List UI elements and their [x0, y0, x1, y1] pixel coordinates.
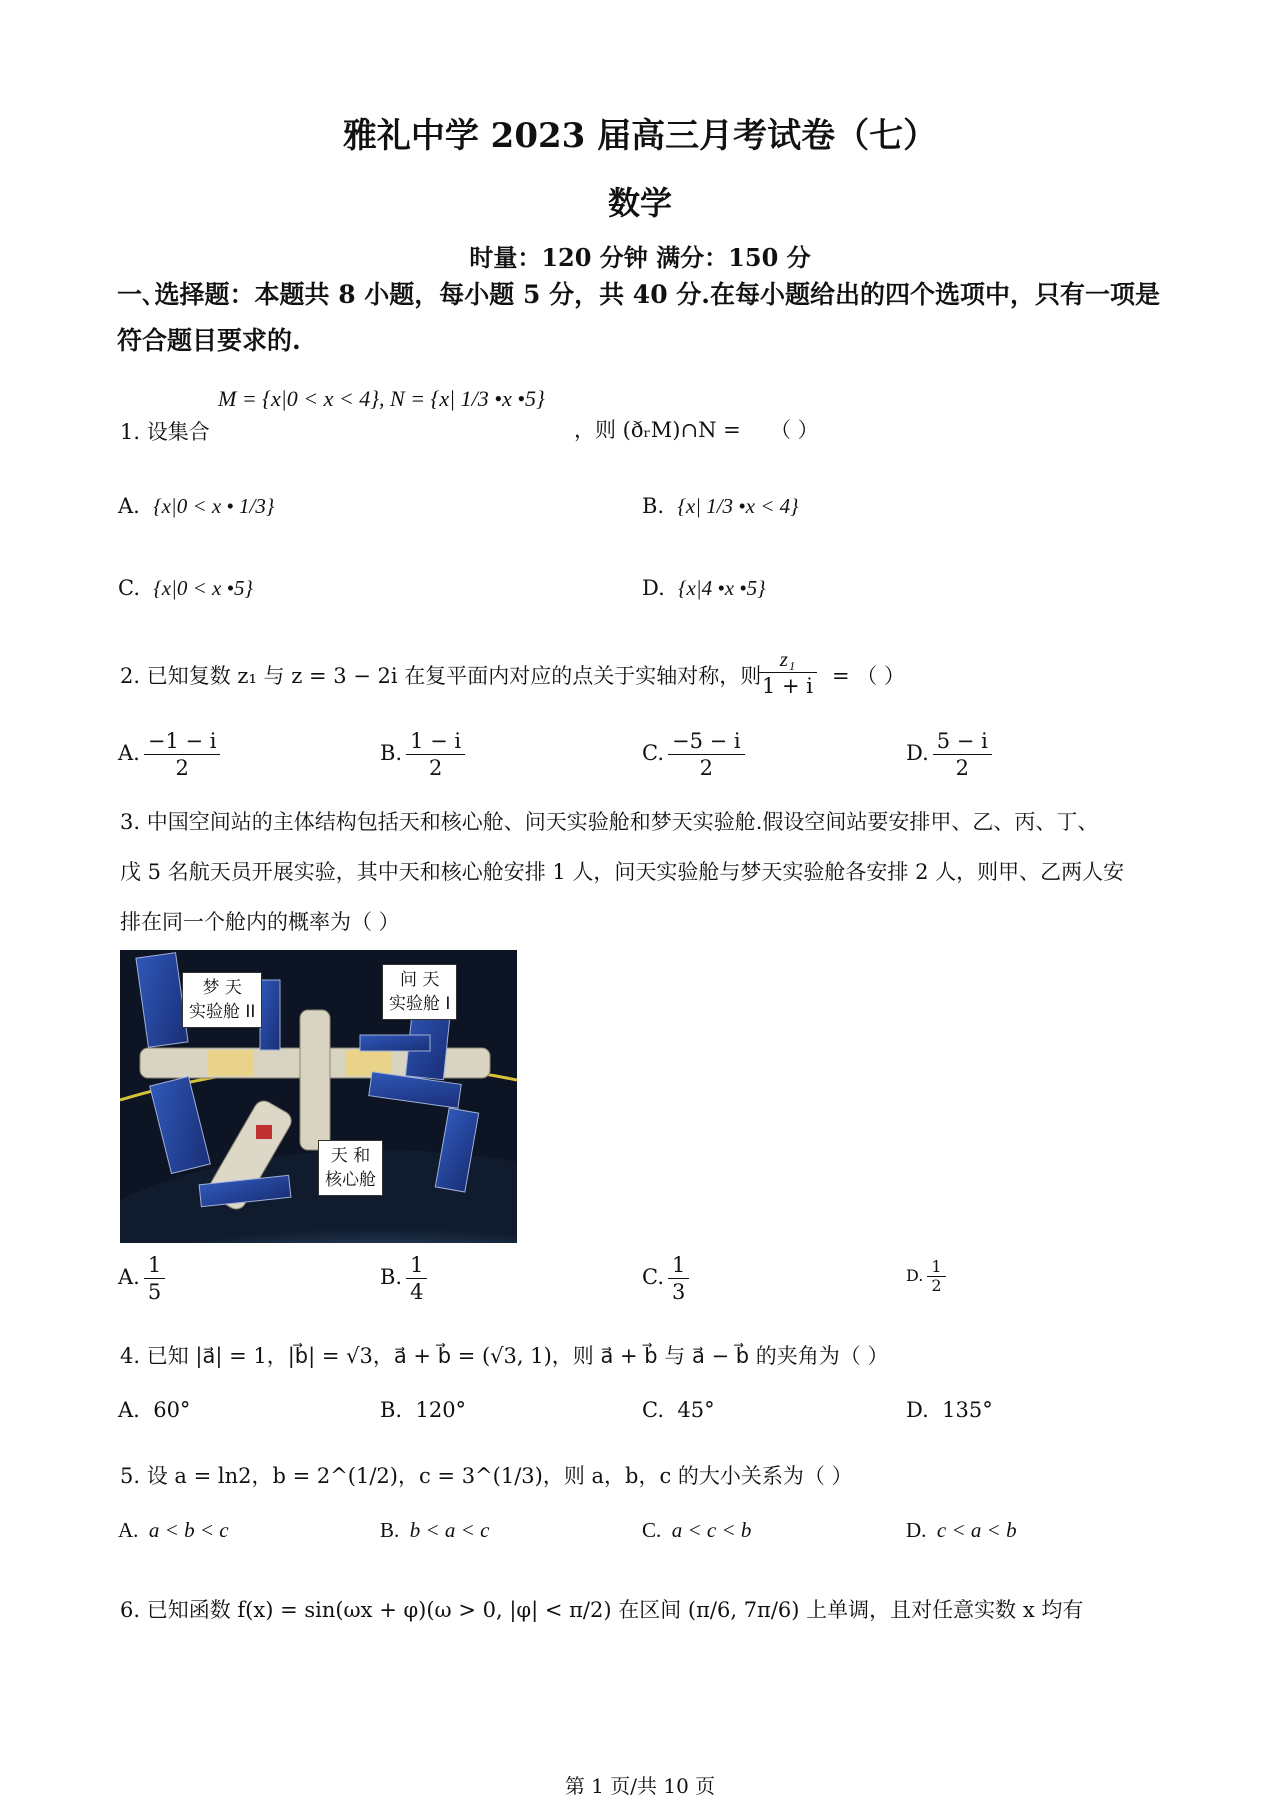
q3-option-b-den: 4 — [410, 1280, 424, 1304]
q2-option-b-den: 2 — [428, 756, 443, 780]
q1-prefix: 1. 设集合 — [120, 420, 210, 444]
section-heading: 一､选择题：本题共 8 小题，每小题 5 分，共 40 分.在每小题给出的四个选项中，只有一项是符合题目要求的. — [117, 280, 1161, 355]
q3-option-c-den: 3 — [672, 1280, 686, 1304]
q1-option-a-text: {x|0 < x • 1/3} — [153, 494, 275, 518]
q2-text: 2. 已知复数 z₁ 与 z = 3 − 2i 在复平面内对应的点关于实轴对称，则 — [120, 664, 762, 688]
q4-option-d-text: 135° — [942, 1398, 993, 1422]
q2-option-c-den: 2 — [699, 756, 713, 780]
q2-option-a: A. $\frac{-1 - i}{2}$ — [118, 728, 224, 781]
q4-option-c: C. 45° — [642, 1398, 715, 1422]
q2-frac-num: z₁ — [758, 646, 817, 673]
q2-tail: = （ ） — [832, 664, 905, 688]
q5-option-b: B. b < a < c — [380, 1518, 490, 1542]
q2-fraction — [754, 646, 821, 699]
q3-line2: 戊 5 名航天员开展实验，其中天和核心舱安排 1 人，问天实验舱与梦天实验舱各安排 2 人，则甲、乙两人安 — [120, 860, 1125, 884]
q5-option-a: A. a < b < c — [118, 1518, 229, 1542]
q2-option-c-num: −5 − i — [668, 728, 745, 755]
q3-option-a-num: 1 — [144, 1252, 165, 1279]
exam-title: 雅礼中学 2023 届高三月考试卷（七） — [342, 116, 938, 156]
q1-sets: M = {x|0 < x < 4}, N = {x| 1/3 •x •5} — [218, 386, 545, 411]
q3-option-a-den: 5 — [147, 1280, 162, 1304]
q2-frac-den: 1 + i — [762, 674, 814, 698]
q5-option-d: D. c < a < b — [906, 1518, 1017, 1542]
q5-option-b-text: b < a < c — [409, 1518, 490, 1542]
q4-option-b: B. 120° — [380, 1398, 467, 1422]
q1-option-c-text: {x|0 < x •5} — [153, 576, 253, 600]
label-tianhe — [318, 1140, 383, 1196]
q3-option-b: B. $\frac{1}{4}$ — [380, 1252, 431, 1305]
q1-option-d: D. {x|4 •x •5} — [642, 576, 766, 600]
q6-text: 6. 已知函数 f(x) = sin(ωx + φ)(ω > 0, |φ| < π/2) 在区间 (π/6, 7π/6) 上单调，且对任意实数 x 均有 — [120, 1598, 1084, 1622]
q2-option-d: D. $\frac{5 - i}{2}$ — [906, 728, 996, 781]
q4-option-a: A. 60° — [118, 1398, 191, 1422]
q2-option-a-den: 2 — [175, 756, 189, 780]
q4-option-a-text: 60° — [153, 1398, 191, 1422]
q5-text: 5. 设 a = ln2，b = 2^(1/2)，c = 3^(1/3)，则 a，b，c 的大小关系为（ ） — [120, 1464, 853, 1488]
q1-option-b: B. {x| 1/3 •x < 4} — [642, 494, 799, 518]
label-wentian — [382, 964, 457, 1020]
q3-option-d: D. $\frac{1}{2}$ — [906, 1258, 950, 1295]
q5-option-a-text: a < b < c — [148, 1518, 229, 1542]
page-number: 第 1 页/共 10 页 — [564, 1774, 716, 1798]
exam-info: 时量：120 分钟 满分：150 分 — [469, 243, 811, 272]
q4-text: 4. 已知 |a⃗| = 1，|b⃗| = √3，a⃗ + b⃗ = (√3, 1)，则 a⃗ + b⃗ 与 a⃗ − b⃗ 的夹角为（ ） — [120, 1344, 889, 1368]
space-station-image — [120, 950, 517, 1243]
q5-option-c-text: a < c < b — [671, 1518, 752, 1542]
q4-option-d: D. 135° — [906, 1398, 993, 1422]
q5-option-d-text: c < a < b — [936, 1518, 1017, 1542]
q3-option-d-den: 2 — [931, 1276, 942, 1295]
label-mengtian — [182, 972, 262, 1028]
q1-option-b-text: {x| 1/3 •x < 4} — [677, 494, 799, 518]
q1-option-c: C. {x|0 < x •5} — [118, 576, 253, 600]
q4-option-b-text: 120° — [415, 1398, 467, 1422]
q2-option-d-den: 2 — [955, 756, 969, 780]
q2-option-c: C. $\frac{-5 - i}{2}$ — [642, 728, 749, 781]
q1-paren: （ ） — [770, 418, 819, 442]
q5-option-c: C. a < c < b — [642, 1518, 752, 1542]
label-mengtian-text: 梦 天 实验舱 II — [189, 978, 256, 1022]
q1-option-d-text: {x|4 •x •5} — [678, 576, 766, 600]
q3-line1: 3. 中国空间站的主体结构包括天和核心舱、问天实验舱和梦天实验舱.假设空间站要安排甲、乙、丙、丁、 — [120, 810, 1099, 834]
label-tianhe-text: 天 和 核心舱 — [325, 1146, 376, 1190]
q4-option-c-text: 45° — [677, 1398, 715, 1422]
q2-option-a-num: −1 − i — [144, 728, 221, 755]
q2-option-b-num: 1 − i — [406, 728, 465, 755]
space-station-illustration — [120, 950, 517, 1243]
q3-option-c-num: 1 — [668, 1252, 689, 1279]
q3-option-c: C. $\frac{1}{3}$ — [642, 1252, 693, 1305]
q2-option-d-num: 5 − i — [933, 728, 992, 755]
q3-line3: 排在同一个舱内的概率为（ ） — [120, 910, 400, 934]
subject-title: 数学 — [607, 184, 672, 222]
q3-option-d-num: 1 — [927, 1258, 945, 1277]
q1-then: ，则 (ðᵣM)∩N = — [574, 418, 741, 442]
q1-option-a: A. {x|0 < x • 1/3} — [118, 494, 275, 518]
q2-option-b: B. $\frac{1 - i}{2}$ — [380, 728, 469, 781]
q3-option-b-num: 1 — [406, 1252, 427, 1279]
q3-option-a: A. $\frac{1}{5}$ — [118, 1252, 169, 1305]
label-wentian-text: 问 天 实验舱 I — [389, 970, 451, 1014]
